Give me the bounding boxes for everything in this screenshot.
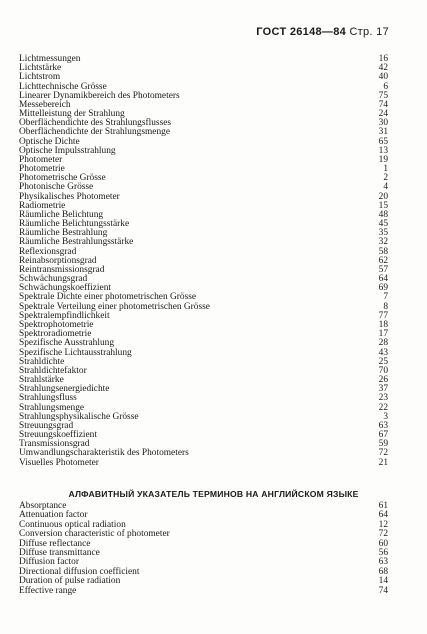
term-name: Optische Impulsstrahlung — [19, 145, 116, 156]
term-number: 19 — [378, 154, 388, 165]
term-number: 26 — [378, 375, 388, 386]
term-name: Spektroradiometrie — [19, 329, 92, 340]
term-name: Strahlungsfluss — [19, 393, 77, 404]
term-name: Photometrie — [19, 164, 65, 175]
index-entry — [19, 413, 388, 422]
term-number: 1 — [383, 164, 388, 175]
index-entry — [19, 147, 388, 156]
term-number: 21 — [378, 457, 388, 468]
term-name: Continuous optical radiation — [19, 519, 126, 530]
term-number: 28 — [378, 338, 388, 349]
term-name: Schwächungsgrad — [19, 274, 88, 285]
index-entry — [19, 367, 388, 376]
term-name: Directional diffusion coefficient — [19, 566, 140, 577]
term-name: Lichtstärke — [19, 63, 62, 74]
term-name: Lichtmessungen — [19, 54, 81, 64]
term-name: Diffuse reflectance — [19, 538, 91, 549]
term-name: Strahlungsphysikalische Grösse — [19, 411, 139, 422]
term-name: Diffuse transmittance — [19, 547, 100, 558]
term-number: 25 — [378, 356, 388, 367]
index-entry — [19, 587, 388, 596]
term-name: Mittelleistung der Strahlung — [19, 109, 125, 120]
term-number: 40 — [378, 72, 388, 83]
term-name: Photometrische Grösse — [19, 173, 106, 184]
index-entry — [19, 55, 388, 64]
term-number: 70 — [378, 365, 388, 376]
term-number: 60 — [378, 538, 388, 549]
term-number: 63 — [378, 420, 388, 431]
term-name: Strahlungsmenge — [19, 402, 85, 413]
term-number: 72 — [378, 448, 388, 459]
term-number: 57 — [378, 264, 388, 275]
term-number: 74 — [378, 585, 388, 596]
term-name: Strahlungsenergiedichte — [19, 384, 110, 395]
term-number: 48 — [378, 209, 388, 220]
term-name: Spektrale Dichte einer photometrischen Grösse — [19, 292, 197, 303]
term-name: Diffusion factor — [19, 557, 79, 568]
term-number: 64 — [378, 274, 388, 285]
term-number: 16 — [378, 54, 388, 64]
index-entry — [19, 193, 388, 202]
term-name: Lichttechnische Grösse — [19, 81, 107, 92]
term-name: Reintransmissionsgrad — [19, 264, 105, 275]
term-number: 45 — [378, 219, 388, 230]
index-entry — [19, 92, 388, 101]
term-name: Strahldichte — [19, 356, 65, 367]
term-name: Strahldichtefaktor — [19, 365, 87, 376]
term-number: 12 — [378, 519, 388, 530]
term-number: 7 — [383, 292, 388, 303]
term-number: 56 — [378, 547, 388, 558]
term-name: Streuungskoeffizient — [19, 430, 97, 441]
term-number: 30 — [378, 118, 388, 129]
term-name: Umwandlungscharakteristik des Photometers — [19, 448, 189, 459]
term-name: Photonische Grösse — [19, 182, 94, 193]
index-entry — [19, 459, 388, 468]
term-name: Reinabsorptionsgrad — [19, 255, 97, 266]
term-name: Räumliche Belichtungsstärke — [19, 219, 130, 230]
term-number: 72 — [378, 529, 388, 540]
term-name: Oberflächendichte des Strahlungsflusses — [19, 118, 172, 129]
term-name: Strahlstärke — [19, 375, 64, 386]
term-name: Lichtstrom — [19, 72, 61, 83]
term-name: Spezifische Ausstrahlung — [19, 338, 115, 349]
term-number: 23 — [378, 393, 388, 404]
term-name: Streuungsgrad — [19, 420, 74, 431]
term-number: 31 — [378, 127, 388, 138]
term-name: Attenuation factor — [19, 510, 88, 521]
term-number: 22 — [378, 402, 388, 413]
term-name: Schwächungskoeffizient — [19, 283, 111, 294]
term-name: Effective range — [19, 585, 77, 596]
term-name: Photometer — [19, 154, 63, 165]
term-name: Conversion characteristic of photometer — [19, 529, 170, 540]
section-title: АЛФАВИТНЫЙ УКАЗАТЕЛЬ ТЕРМИНОВ НА АНГЛИЙСКОМ ЯЗЫКЕ — [68, 489, 359, 499]
german-terms-index — [19, 55, 388, 468]
term-number: 68 — [378, 566, 388, 577]
term-name: Oberflächendichte der Strahlungsmenge — [19, 127, 170, 138]
term-name: Transmissionsgrad — [19, 439, 90, 450]
term-number: 4 — [383, 182, 388, 193]
term-number: 13 — [378, 145, 388, 156]
term-name: Spektralempfindlichkeit — [19, 310, 110, 321]
term-name: Reflexionsgrad — [19, 246, 77, 257]
term-name: Linearer Dynamikbereich des Photometers — [19, 90, 180, 101]
term-number: 64 — [378, 510, 388, 521]
english-terms-index — [19, 502, 388, 596]
term-number: 32 — [378, 237, 388, 248]
index-entry — [19, 64, 388, 73]
term-number: 15 — [378, 200, 388, 211]
term-name: Spezifische Lichtausstrahlung — [19, 347, 132, 358]
term-number: 6 — [383, 81, 388, 92]
term-name: Spektrale Verteilung einer photometrischen Grösse — [19, 301, 210, 312]
index-entry — [19, 156, 388, 165]
term-number: 14 — [378, 576, 388, 587]
term-number: 18 — [378, 319, 388, 330]
term-number: 42 — [378, 63, 388, 74]
term-number: 17 — [378, 329, 388, 340]
term-number: 20 — [378, 191, 388, 202]
term-number: 37 — [378, 384, 388, 395]
term-number: 63 — [378, 557, 388, 568]
term-number: 65 — [378, 136, 388, 147]
term-number: 2 — [383, 173, 388, 184]
term-name: Räumliche Bestrahlung — [19, 228, 108, 239]
term-name: Visuelles Photometer — [19, 457, 99, 468]
term-name: Spektrophotometrie — [19, 319, 94, 330]
term-name: Radiometrie — [19, 200, 66, 211]
page-number: Стр. 17 — [349, 26, 389, 38]
term-number: 43 — [378, 347, 388, 358]
term-number: 69 — [378, 283, 388, 294]
term-name: Optische Dichte — [19, 136, 80, 147]
term-name: Absorptance — [19, 501, 67, 511]
term-name: Duration of pulse radiation — [19, 576, 121, 587]
term-number: 74 — [378, 99, 388, 110]
index-entry — [19, 349, 388, 358]
term-number: 75 — [378, 90, 388, 101]
term-number: 67 — [378, 430, 388, 441]
term-number: 58 — [378, 246, 388, 257]
term-number: 77 — [378, 310, 388, 321]
term-number: 59 — [378, 439, 388, 450]
term-number: 61 — [378, 501, 388, 511]
page-header — [256, 26, 389, 38]
term-number: 35 — [378, 228, 388, 239]
term-name: Räumliche Bestrahlungsstärke — [19, 237, 134, 248]
term-name: Räumliche Belichtung — [19, 209, 104, 220]
term-number: 62 — [378, 255, 388, 266]
term-name: Messebereich — [19, 99, 71, 110]
term-number: 8 — [383, 301, 388, 312]
standard-number: ГОСТ 26148—84 — [256, 26, 347, 38]
term-name: Physikalisches Photometer — [19, 191, 120, 202]
term-number: 24 — [378, 109, 388, 120]
term-number: 3 — [383, 411, 388, 422]
